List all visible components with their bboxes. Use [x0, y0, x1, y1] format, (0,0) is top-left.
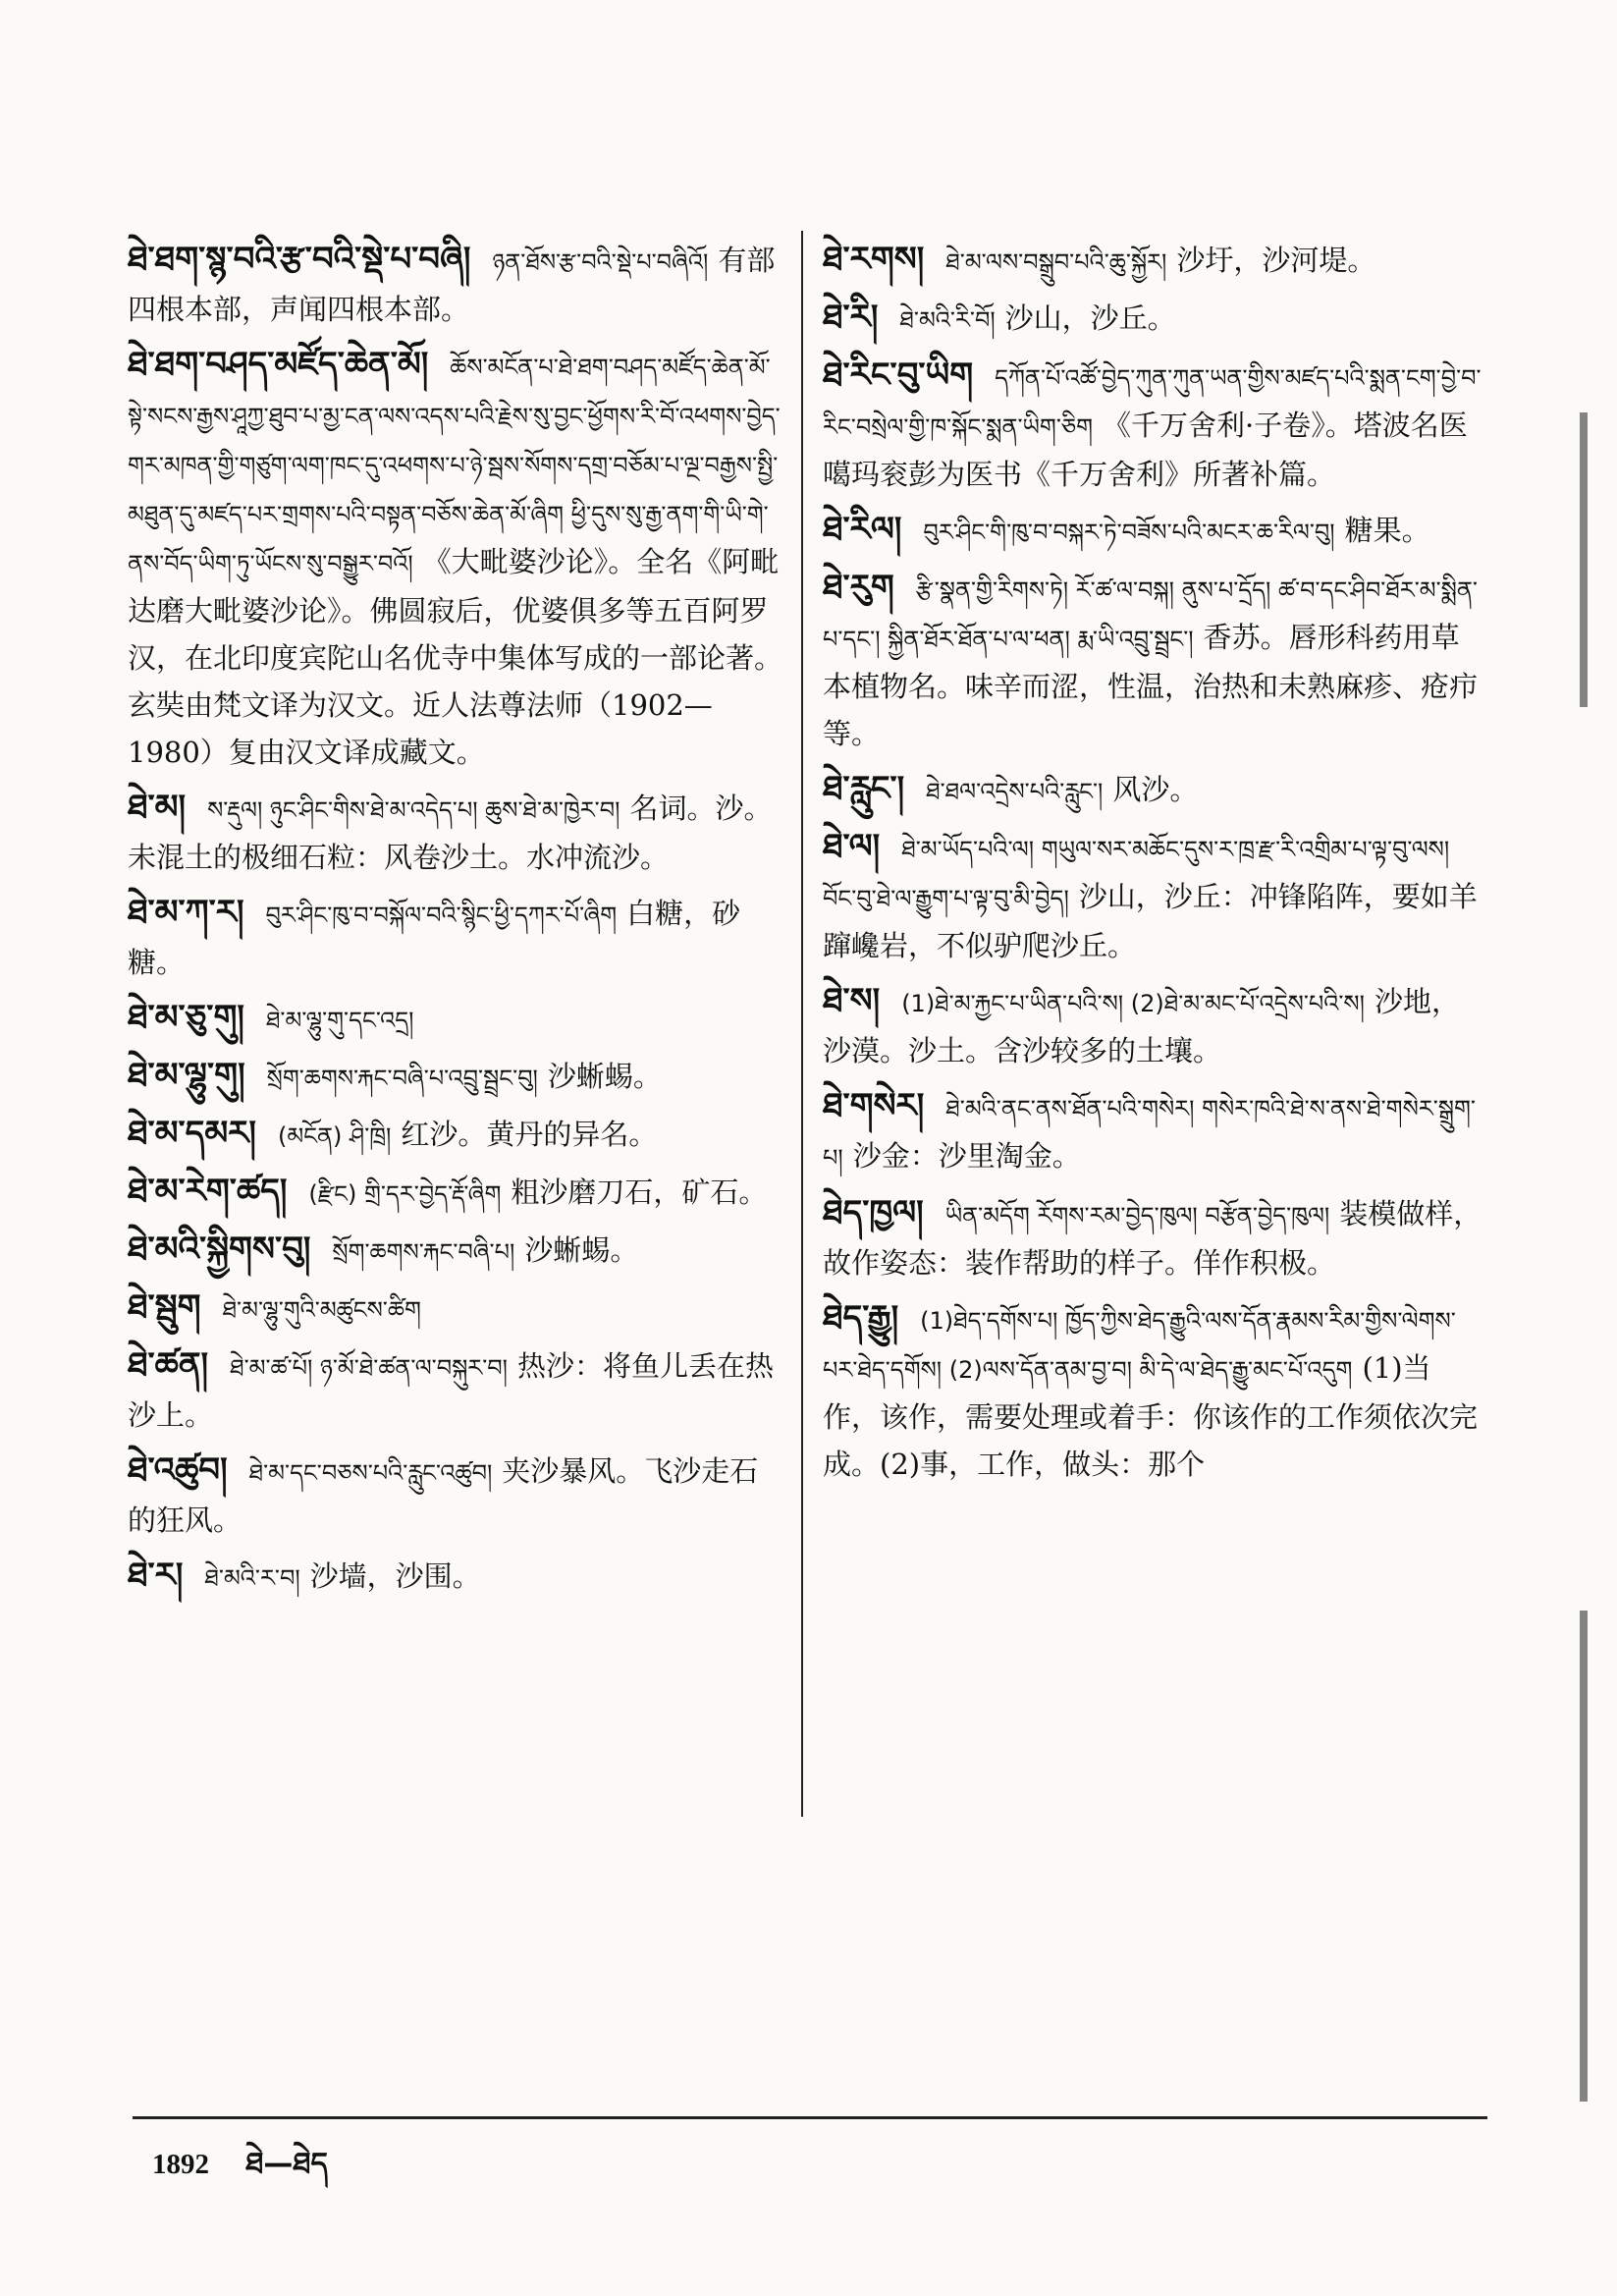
entry-headword: ཐེ་རགས། [823, 240, 925, 279]
entry-headword: ཐེ་མའི་སྐྱིགས་བུ། [128, 1230, 311, 1269]
entry-headword: ཐེ་མ་རེག་ཚད། [128, 1172, 288, 1211]
entry-tibetan-definition: ཐེ་མའི་ནང་ནས་ཐོན་པའི་གསེར། གསེར་ཁའི་ཐེ་ས་ནས་ཐེ་གསེར་སྒྲུག་པ། [823, 1095, 1476, 1172]
entry-headword: ཐེ་མ། [128, 788, 187, 827]
page-range: ཐེ—ཐེད [245, 2147, 328, 2181]
entry-tibetan-definition: ཐེ་མ་ལྷུ་གུའི་མཚུངས་ཚིག [222, 1296, 421, 1324]
dictionary-entry [823, 1189, 1485, 1286]
entry-headword: ཐེ་མ་ལྷུ་གུ། [128, 1056, 245, 1095]
entry-tibetan-definition: ཐེ་མ་ལྷུ་གུ་དང་འདྲ། [265, 1007, 414, 1034]
entry-tibetan-definition: ཐེ་མའི་ར་བ། [204, 1564, 300, 1592]
entry-tibetan-definition: ཆོས་མངོན་པ་ཐེ་ཐག་བཤད་མཛོད་ཆེན་མོ་སྟེ་སངས་རྒྱས་ཤཱཀྱ་ཐུབ་པ་མྱ་ངན་ལས་འདས་པའི་རྗེས་སུ་བྱང་ཕྱོགས་རི་བོ་འཕགས་བྱེད་གར་མཁན་གྱི་གཙུག་ལག་ཁང་དུ་འཕགས་པ་ཉེ་སྦས་སོགས་དགྲ་བཅོམ་པ་ལྔ་བརྒྱས་སྤྱི་མཐུན་དུ་མཛད་པར་གྲགས་པའི་བསྟན་བཅོས་ཆེན་མོ་ཞིག ཕྱི་དུས་སུ་རྒྱ་ནག་གི་ཡི་གེ་ནས་བོད་ཡིག་ཏུ་ཡོངས་སུ་བསྒྱུར་བའོ། [128, 354, 781, 577]
dictionary-entry [128, 784, 785, 881]
footer-rule [133, 2116, 1487, 2119]
dictionary-entry [128, 1552, 785, 1602]
scan-edge-mark [1580, 412, 1588, 707]
dictionary-entry [128, 1284, 785, 1334]
entry-headword: ཐེ་མ་ཅུ་གུ། [128, 998, 244, 1037]
entry-tibetan-definition: ཐེ་མ་ཡོད་པའི་ལ། གཡུལ་སར་མཆོང་དུས་ར་ཁྲ་རྫ་རི་འགྲིམ་པ་ལྟ་བུ་ལས། བོང་བུ་ཐེ་ལ་རྒྱུག་པ་ལྟ་བུ་མི་བྱེད། [823, 836, 1450, 912]
entry-chinese-definition: 糖果。 [1344, 514, 1430, 547]
entry-headword: ཐེད་ཁྱལ། [823, 1193, 924, 1232]
entry-tibetan-definition: སྲོག་ཆགས་རྐང་བཞི་པ་འབྲུ་སྦྲང་བུ། [266, 1065, 538, 1092]
entry-chinese-definition: 沙墙，沙围。 [309, 1559, 481, 1593]
entry-chinese-definition: 《千万舍利·子卷》。塔波名医噶玛衮彭为医书《千万舍利》所著补篇。 [823, 409, 1468, 491]
entry-headword: ཐེ་རུག [823, 568, 894, 607]
entry-tibetan-definition: ཐེ་མའི་རི་བོ། [899, 306, 996, 334]
entry-chinese-definition: 沙地，沙漠。沙土。含沙较多的土壤。 [823, 985, 1460, 1067]
entry-tibetan-definition: དཀོན་པོ་འཚོ་བྱེད་ཀུན་ཀུན་ཡན་གྱིས་མཛད་པའི་སྨན་ངག་བྱེ་བ་རིང་བསྲེལ་གྱི་ཁ་སྐོང་སྨན་ཡིག་ཅིག [823, 364, 1482, 441]
entry-headword: ཐེ་ར། [128, 1556, 184, 1595]
dictionary-entry [128, 1110, 785, 1160]
dictionary-entry [823, 564, 1485, 757]
scan-edge-mark [1580, 1611, 1588, 2102]
entry-tibetan-definition: ཐེ་ཐལ་འདྲེས་པའི་རླུང་། [926, 778, 1104, 805]
entry-tibetan-definition: ཡིན་མདོག རོགས་རམ་བྱེད་ཁུལ། བརྩོན་བྱེད་ཁུལ། [944, 1202, 1330, 1230]
entry-headword: ཐེ་འཚུབ། [128, 1450, 228, 1490]
dictionary-entry [823, 506, 1485, 556]
entry-chinese-definition: 《大毗婆沙论》。全名《阿毗达磨大毗婆沙论》。佛圆寂后，优婆俱多等五百阿罗汉，在北印度宾陀山名优寺中集体写成的一部论著。玄奘由梵文译为汉文。近人法尊法师（1902—1980）复由汉文译成藏文。 [128, 545, 783, 769]
dictionary-entry [823, 765, 1485, 815]
dictionary-entry [128, 889, 785, 986]
entry-chinese-definition: 香苏。唇形科药用草本植物名。味辛而涩，性温，治热和未熟麻疹、疮疖等。 [823, 621, 1479, 750]
dictionary-entry [128, 1341, 785, 1439]
entry-tibetan-definition: ཐེ་མ་དང་བཅས་པའི་རླུང་འཚུབ། [248, 1459, 493, 1487]
left-column [128, 236, 785, 1610]
entry-tibetan-definition: ཐེ་མ་ལས་བསྒྲུབ་པའི་ཆུ་སྐྱོར། [945, 248, 1167, 276]
entry-headword: ཐེ་ས། [823, 981, 881, 1020]
entry-chinese-definition: 热沙：将鱼儿丢在热沙上。 [128, 1349, 775, 1432]
dictionary-entry [128, 236, 785, 333]
dictionary-entry [823, 352, 1485, 498]
entry-headword: ཐེ་ཐག་བཤད་མཛོད་ཆེན་མོ། [128, 345, 429, 384]
entry-chinese-definition: 沙金：沙里淘金。 [852, 1139, 1081, 1173]
entry-chinese-definition: 沙山，沙丘。 [1004, 301, 1176, 335]
entry-headword: ཐེ་མ་ཀ་ར། [128, 893, 244, 932]
entry-headword: ཐེ་རིལ། [823, 510, 902, 549]
entry-headword: ཐེ་ཐག་སྙ་བའི་རྩ་བའི་སྡེ་པ་བཞི། [128, 240, 471, 279]
page-footer [152, 2131, 328, 2214]
dictionary-entry [128, 1052, 785, 1102]
dictionary-entry [823, 294, 1485, 344]
entry-chinese-definition: 名词。沙。未混土的极细石粒：风卷沙土。水冲流沙。 [128, 792, 773, 874]
entry-headword: ཐེ་སྦུག [128, 1287, 201, 1327]
entry-chinese-definition: 沙蜥蜴。 [547, 1060, 662, 1093]
entry-tibetan-definition: ཉན་ཐོས་རྩ་བའི་སྡེ་པ་བཞིའོ། [492, 248, 709, 276]
right-column [823, 236, 1485, 1496]
entry-headword: ཐེ་ཚན། [128, 1345, 209, 1385]
entry-tibetan-definition: སྲོག་ཆགས་རྐང་བཞི་པ། [332, 1238, 515, 1266]
entry-headword: ཐེད་རྒྱུ། [823, 1298, 899, 1338]
dictionary-entry [823, 1082, 1485, 1181]
entry-chinese-definition: 夹沙暴风。飞沙走石的狂风。 [128, 1454, 759, 1537]
entry-tibetan-definition: (མངོན) ཤི་ཁྲི། [277, 1122, 392, 1150]
entry-tibetan-definition: ས་རྡུལ། ཉུང་ཤིང་གིས་ཐེ་མ་འདེད་པ། ཆུས་ཐེ་མ་ཁྱེར་བ། [207, 796, 620, 824]
entry-chinese-definition: 装模做样，故作姿态：装作帮助的样子。佯作积极。 [823, 1197, 1482, 1280]
entry-headword: ཐེ་རི། [823, 298, 879, 337]
entry-headword: ཐེ་རླུང་། [823, 769, 905, 808]
entry-tibetan-definition: (རྫིང) གྲི་དར་བྱེད་རྡོ་ཞིག [308, 1180, 502, 1208]
entry-chinese-definition: 沙蜥蜴。 [524, 1233, 639, 1267]
entry-tibetan-definition: རྩི་སྣན་གྱི་རིགས་ཏེ། རོ་ཚ་ལ་བསྐ། ནུས་པ་དྲོད། ཚ་བ་དང་ཤིབ་ཐོར་མ་སྨིན་པ་དང་། སྐྱིན་ཐོར་ཐོན་པ་ལ་ཕན། རྨ་ཡི་འབྲུ་སྦྲང་། [823, 576, 1478, 653]
entry-chinese-definition: (1)当作，该作，需要处理或着手：你该作的工作须依次完成。(2)事，工作，做头：那个 [823, 1351, 1479, 1481]
dictionary-entry [128, 1168, 785, 1218]
entry-tibetan-definition: (1)ཐེ་མ་རྐྱང་པ་ཡིན་པའི་ས། (2)ཐེ་མ་མང་པོ་འདྲེས་པའི་ས། [901, 990, 1365, 1017]
entry-headword: ཐེ་ལ། [823, 827, 881, 866]
dictionary-entry [128, 341, 785, 776]
entry-chinese-definition: 有部四根本部，声闻四根本部。 [128, 244, 776, 326]
entry-chinese-definition: 白糖，砂糖。 [128, 897, 741, 979]
dictionary-entry [823, 236, 1485, 286]
entry-tibetan-definition: བུར་ཤིང་གི་ཁུ་བ་བསྐར་ཏེ་བཟོས་པའི་མངར་ཆ་རིལ་བུ། [923, 519, 1335, 546]
dictionary-entry [823, 977, 1485, 1074]
dictionary-entry [128, 1226, 785, 1276]
entry-headword: ཐེ་གསེར། [823, 1086, 925, 1125]
page-number: 1892 [152, 2149, 209, 2180]
column-divider [801, 231, 803, 1817]
entry-chinese-definition: 沙山，沙丘：冲锋陷阵，要如羊蹿巉岩，不似驴爬沙丘。 [823, 880, 1478, 962]
entry-tibetan-definition: ཐེ་མ་ཚ་པོ། ཉ་མོ་ཐེ་ཚན་ལ་བསྐུར་བ། [230, 1354, 509, 1382]
dictionary-entry [128, 994, 785, 1044]
entry-chinese-definition: 粗沙磨刀石，矿石。 [511, 1175, 768, 1209]
entry-tibetan-definition: (1)ཐེད་དགོས་པ། ཁྱོད་ཀྱིས་ཐེད་རྒྱུའི་ལས་དོན་རྣམས་རིམ་གྱིས་ལེགས་པར་ཐེད་དགོས། (2)ལས་དོན་ནམ་བྱ་བ། མི་དེ་ལ་ཐེད་རྒྱུ་མང་པོ་འདུག [823, 1307, 1456, 1384]
entry-tibetan-definition: བུར་ཤིང་ཁུ་བ་བསྐོལ་བའི་སྙིང་ཕྱི་དཀར་པོ་ཞིག [265, 902, 618, 929]
dictionary-entry [823, 1294, 1485, 1488]
entry-chinese-definition: 风沙。 [1112, 773, 1199, 806]
entry-chinese-definition: 沙圩，沙河堤。 [1176, 244, 1376, 277]
entry-headword: ཐེ་རིང་བུ་ཡིག [823, 355, 974, 395]
dictionary-entry [823, 823, 1485, 969]
entry-headword: ཐེ་མ་དམར། [128, 1114, 256, 1153]
dictionary-entry [128, 1447, 785, 1544]
entry-chinese-definition: 红沙。黄丹的异名。 [401, 1118, 658, 1151]
